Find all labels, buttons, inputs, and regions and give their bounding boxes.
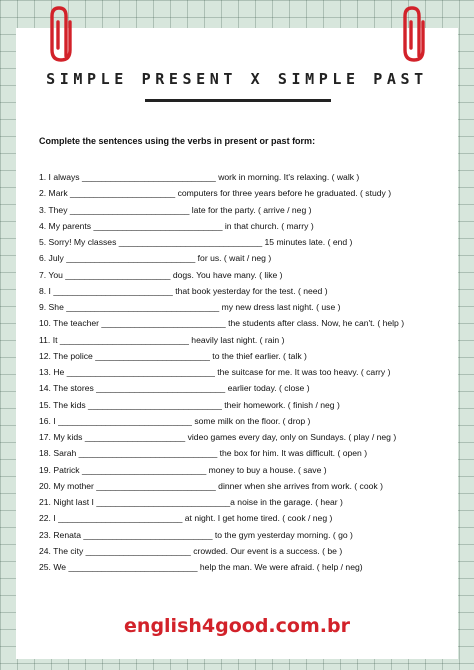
sentence-item: 24. The city ______________________ crowded. Our event is a success. ( be ) [39,545,343,556]
sentence-item: 1. I always ____________________________ work in morning. It's relaxing. ( walk ) [39,172,360,182]
sentence-item: 8. I _________________________ that book yesterday for the test. ( need ) [39,285,328,296]
sentence-item: 13. He _______________________________ the suitcase for me. It was too heavy. ( carry ) [39,367,391,377]
sentence-item: 3. They _________________________ late for the party. ( arrive / neg ) [39,204,312,215]
sentence-item: 4. My parents ___________________________ in that church. ( marry ) [39,220,314,231]
sentence-item: 19. Patrick __________________________ money to buy a house. ( save ) [39,464,327,475]
sentence-item: 6. July ___________________________ for us. ( wait / neg ) [39,253,272,264]
sentence-item: 20. My mother _________________________ dinner when she arrives from work. ( cook ) [39,480,383,491]
page-title: SIMPLE PRESENT X SIMPLE PAST [46,70,428,88]
sentence-item: 22. I __________________________ at night. I get home tired. ( cook / neg ) [39,513,333,524]
sentence-item: 2. Mark ______________________ computers for three years before he graduated. ( study ) [39,188,392,199]
sentence-item: 17. My kids _____________________ video games every day, only on Sundays. ( play / neg ) [39,432,397,442]
sentence-item: 18. Sarah _____________________________ the box for him. It was difficult. ( open ) [39,448,368,459]
footer-website: english4good.com.br [124,615,350,637]
paperclip-icon [399,4,429,64]
sentence-item: 14. The stores ___________________________ earlier today. ( close ) [39,383,310,394]
title-underline [145,99,331,102]
worksheet [16,28,458,659]
sentence-item: 9. She ________________________________ my new dress last night. ( use ) [39,302,341,312]
sentence-item: 11. It ___________________________ heavily last night. ( rain ) [39,334,285,345]
sentence-item: 16. I ____________________________ some milk on the floor. ( drop ) [39,415,311,426]
sentence-item: 10. The teacher __________________________ the students after class. Now, he can't. ( help ) [39,318,405,329]
sentence-item: 25. We ___________________________ help the man. We were afraid. ( help / neg) [39,562,363,572]
instructions: Complete the sentences using the verbs in present or past form: [39,136,316,146]
sentence-item: 15. The kids ____________________________ their homework. ( finish / neg ) [39,399,340,410]
sentence-item: 12. The police ________________________ to the thief earlier. ( talk ) [39,350,307,361]
sentence-item: 7. You ______________________ dogs. You have many. ( like ) [39,269,283,280]
sentence-item: 5. Sorry! My classes ______________________________ 15 minutes late. ( end ) [39,237,353,247]
sentence-list [39,169,404,575]
sentence-item: 23. Renata ___________________________ to the gym yesterday morning. ( go ) [39,529,353,540]
sentence-item: 21. Night last I ____________________________a noise in the garage. ( hear ) [39,497,343,507]
paperclip-icon [46,4,76,64]
